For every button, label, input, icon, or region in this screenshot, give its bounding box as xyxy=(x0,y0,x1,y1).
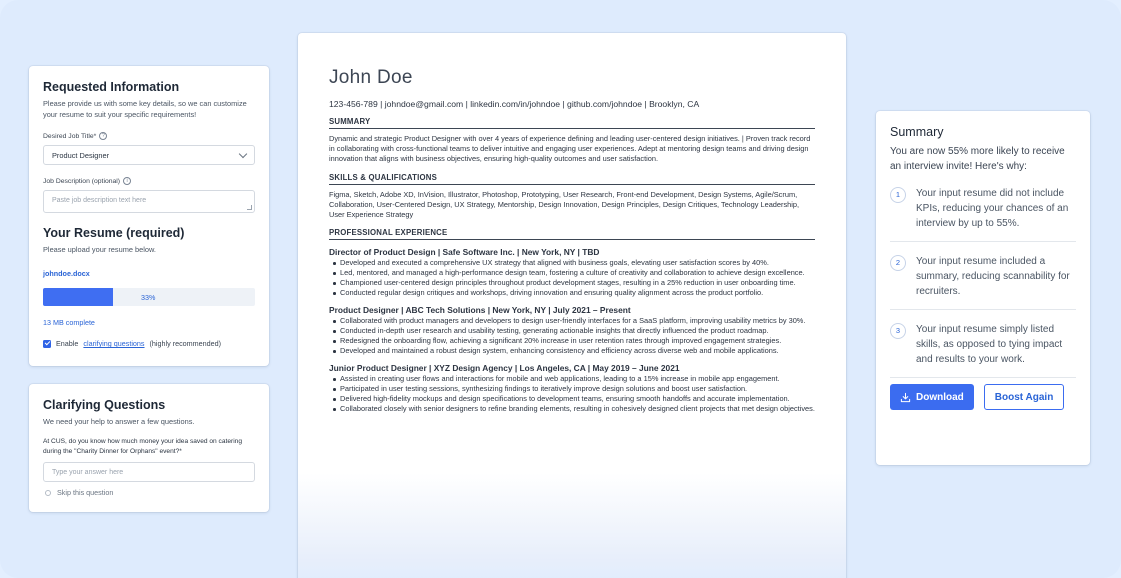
resume-bullet: Developed and executed a comprehensive UX strategy that aligned with business goals, elevating user satisfaction scores by 40%. xyxy=(329,258,815,268)
requested-info-title: Requested Information xyxy=(43,80,180,94)
resume-bullet: Developed and maintained a robust design system, enhancing consistency and efficiency across diverse web and mobile applications. xyxy=(329,346,815,356)
job-desc-label-row xyxy=(43,177,255,185)
clarifying-question-text: At CUS, do you know how much money your idea saved on catering during the "Charity Dinner for Orphans" event?* xyxy=(43,438,243,455)
upload-progress-bar xyxy=(43,288,255,306)
resume-job-title: Product Designer | ABC Tech Solutions | New York, NY | July 2021 – Present xyxy=(329,305,631,316)
enable-label-suffix: (highly recommended) xyxy=(149,339,222,348)
answer-placeholder: Type your answer here xyxy=(52,468,124,476)
download-button[interactable] xyxy=(890,384,974,410)
upload-progress-text: 33% xyxy=(141,293,156,302)
job-title-label: Desired Job Title* xyxy=(43,132,97,140)
uploaded-file-name[interactable]: johndoe.docx xyxy=(43,269,90,278)
skip-question-label: Skip this question xyxy=(57,488,114,497)
resume-contact: 123-456-789 | johndoe@gmail.com | linkedin.com/in/johndoe | github.com/johndoe | Brooklyn, CA xyxy=(329,99,700,109)
job-desc-label: Job Description (optional) xyxy=(43,177,121,185)
resume-bullet: Collaborated with product managers and developers to design user-friendly interfaces for a SaaS platform, improving usability metrics by 30%. xyxy=(329,316,815,326)
requested-information-card xyxy=(29,66,269,366)
summary-actions xyxy=(890,384,1076,410)
question-circle-icon[interactable]: ? xyxy=(99,132,107,140)
boost-again-label: Boost Again xyxy=(994,391,1054,403)
summary-item xyxy=(890,310,1076,378)
resume-bullet: Conducted in-depth user research and usability testing, generating actionable insights that directly influenced the product roadmap. xyxy=(329,326,815,336)
resume-job-title: Director of Product Design | Safe Software Inc. | New York, NY | TBD xyxy=(329,247,600,258)
skip-question-row[interactable] xyxy=(43,488,255,497)
resume-bullet: Led, mentored, and managed a high-performance design team, fostering a culture of creativity and collaboration to achieve design excellence. xyxy=(329,268,815,278)
summary-item-text: Your input resume simply listed skills, as opposed to tying impact and results to your work. xyxy=(916,324,1063,365)
summary-card xyxy=(876,111,1090,465)
enable-clarifying-checkbox[interactable] xyxy=(43,340,51,348)
resume-job xyxy=(329,305,815,356)
resume-job-bullets xyxy=(329,374,815,414)
resume-fade-overlay xyxy=(298,473,846,578)
resume-bullet: Conducted regular design critiques and workshops, driving innovation and ensuring quality alignment across the product portfolio. xyxy=(329,288,815,298)
summary-item-text: Your input resume included a summary, reducing scannability for recruiters. xyxy=(916,256,1070,297)
info-circle-icon[interactable]: i xyxy=(123,177,131,185)
resume-name: John Doe xyxy=(329,67,413,88)
resume-skills-text: Figma, Sketch, Adobe XD, InVision, Illustrator, Photoshop, Prototyping, User Research, Front-end Development, Design Systems, Agile/Scrum, Collaboration, User-Centered Design, UX Strategy, Mentorship, Design Innovation, Design Principles, Design Critiques, Technology Leadership, User Experience Strategy xyxy=(329,189,800,220)
requested-info-subtitle: Please provide us with some key details, so we can customize your resume to suit your specific requirements! xyxy=(43,99,247,119)
job-description-textarea[interactable] xyxy=(43,190,255,213)
resume-summary-text: Dynamic and strategic Product Designer with over 4 years of experience defining and leading user-centered design initiatives. | Proven track record in collaborating with cross-functional teams to deliver intuitive and engaging user experiences. Adept at mentoring design teams and driving design innovation that aligns with business objectives, ensuring high-quality outcomes and user satisfaction. xyxy=(329,134,811,164)
job-title-label-row xyxy=(43,132,255,140)
resume-bullet: Championed user-centered design principles throughout product development stages, resulting in a 25% reduction in user onboarding time. xyxy=(329,278,815,288)
upload-complete-text: 13 MB complete xyxy=(43,318,95,327)
resume-bullet: Redesigned the onboarding flow, achieving a significant 20% increase in user retention rates through improved engagement strategies. xyxy=(329,336,815,346)
resume-bullet: Assisted in creating user flows and interactions for mobile and web applications, leading to a 15% increase in mobile app engagement. xyxy=(329,374,815,384)
enable-label-prefix: Enable xyxy=(56,339,79,348)
job-title-select[interactable] xyxy=(43,145,255,165)
summary-title: Summary xyxy=(890,125,944,139)
resume-bullet: Participated in user testing sessions, synthesizing findings to iteratively improve design solutions and boost user satisfaction. xyxy=(329,384,815,394)
answer-input[interactable] xyxy=(43,462,255,482)
resume-job-bullets xyxy=(329,258,815,298)
summary-item xyxy=(890,242,1076,310)
download-icon xyxy=(900,392,911,403)
job-title-value: Product Designer xyxy=(52,150,110,160)
job-desc-placeholder: Paste job description text here xyxy=(52,197,147,204)
upload-progress-fill xyxy=(43,288,113,306)
summary-subtitle: You are now 55% more likely to receive an interview invite! Here's why: xyxy=(890,146,1065,172)
resume-job-bullets xyxy=(329,316,815,356)
clarifying-questions-link[interactable]: clarifying questions xyxy=(83,339,145,348)
clarifying-questions-card xyxy=(29,384,269,512)
resume-section-subtitle: Please upload your resume below. xyxy=(43,245,156,254)
resume-bullet: Delivered high-fidelity mockups and design specifications to development teams, ensuring smooth handoffs and accurate implementation. xyxy=(329,394,815,404)
resume-skills-heading: SKILLS & QUALIFICATIONS xyxy=(329,173,815,185)
resume-summary-heading: SUMMARY xyxy=(329,117,815,129)
summary-item-number: 1 xyxy=(890,187,906,203)
resume-document xyxy=(298,33,846,578)
resume-job-title: Junior Product Designer | XYZ Design Agency | Los Angeles, CA | May 2019 – June 2021 xyxy=(329,363,680,374)
chevron-down-icon xyxy=(239,149,247,157)
resume-section-title: Your Resume (required) xyxy=(43,226,185,240)
clarifying-toggle-row xyxy=(43,339,255,348)
boost-again-button[interactable] xyxy=(984,384,1065,410)
summary-item-text: Your input resume did not include KPIs, reducing your chances of an interview by up to 55%. xyxy=(916,188,1069,229)
clarifying-title: Clarifying Questions xyxy=(43,398,166,412)
clarifying-subtitle: We need your help to answer a few questions. xyxy=(43,417,195,426)
summary-item-number: 3 xyxy=(890,323,906,339)
skip-question-radio[interactable] xyxy=(45,490,51,496)
resume-bullet: Collaborated closely with senior designers to refine branding elements, resulting in cohesively designed client projects that met design objectives. xyxy=(329,404,815,414)
summary-item-number: 2 xyxy=(890,255,906,271)
resume-job xyxy=(329,363,815,414)
summary-item xyxy=(890,174,1076,242)
download-label: Download xyxy=(916,391,964,403)
resume-job xyxy=(329,247,815,298)
resume-experience-heading: PROFESSIONAL EXPERIENCE xyxy=(329,228,815,240)
